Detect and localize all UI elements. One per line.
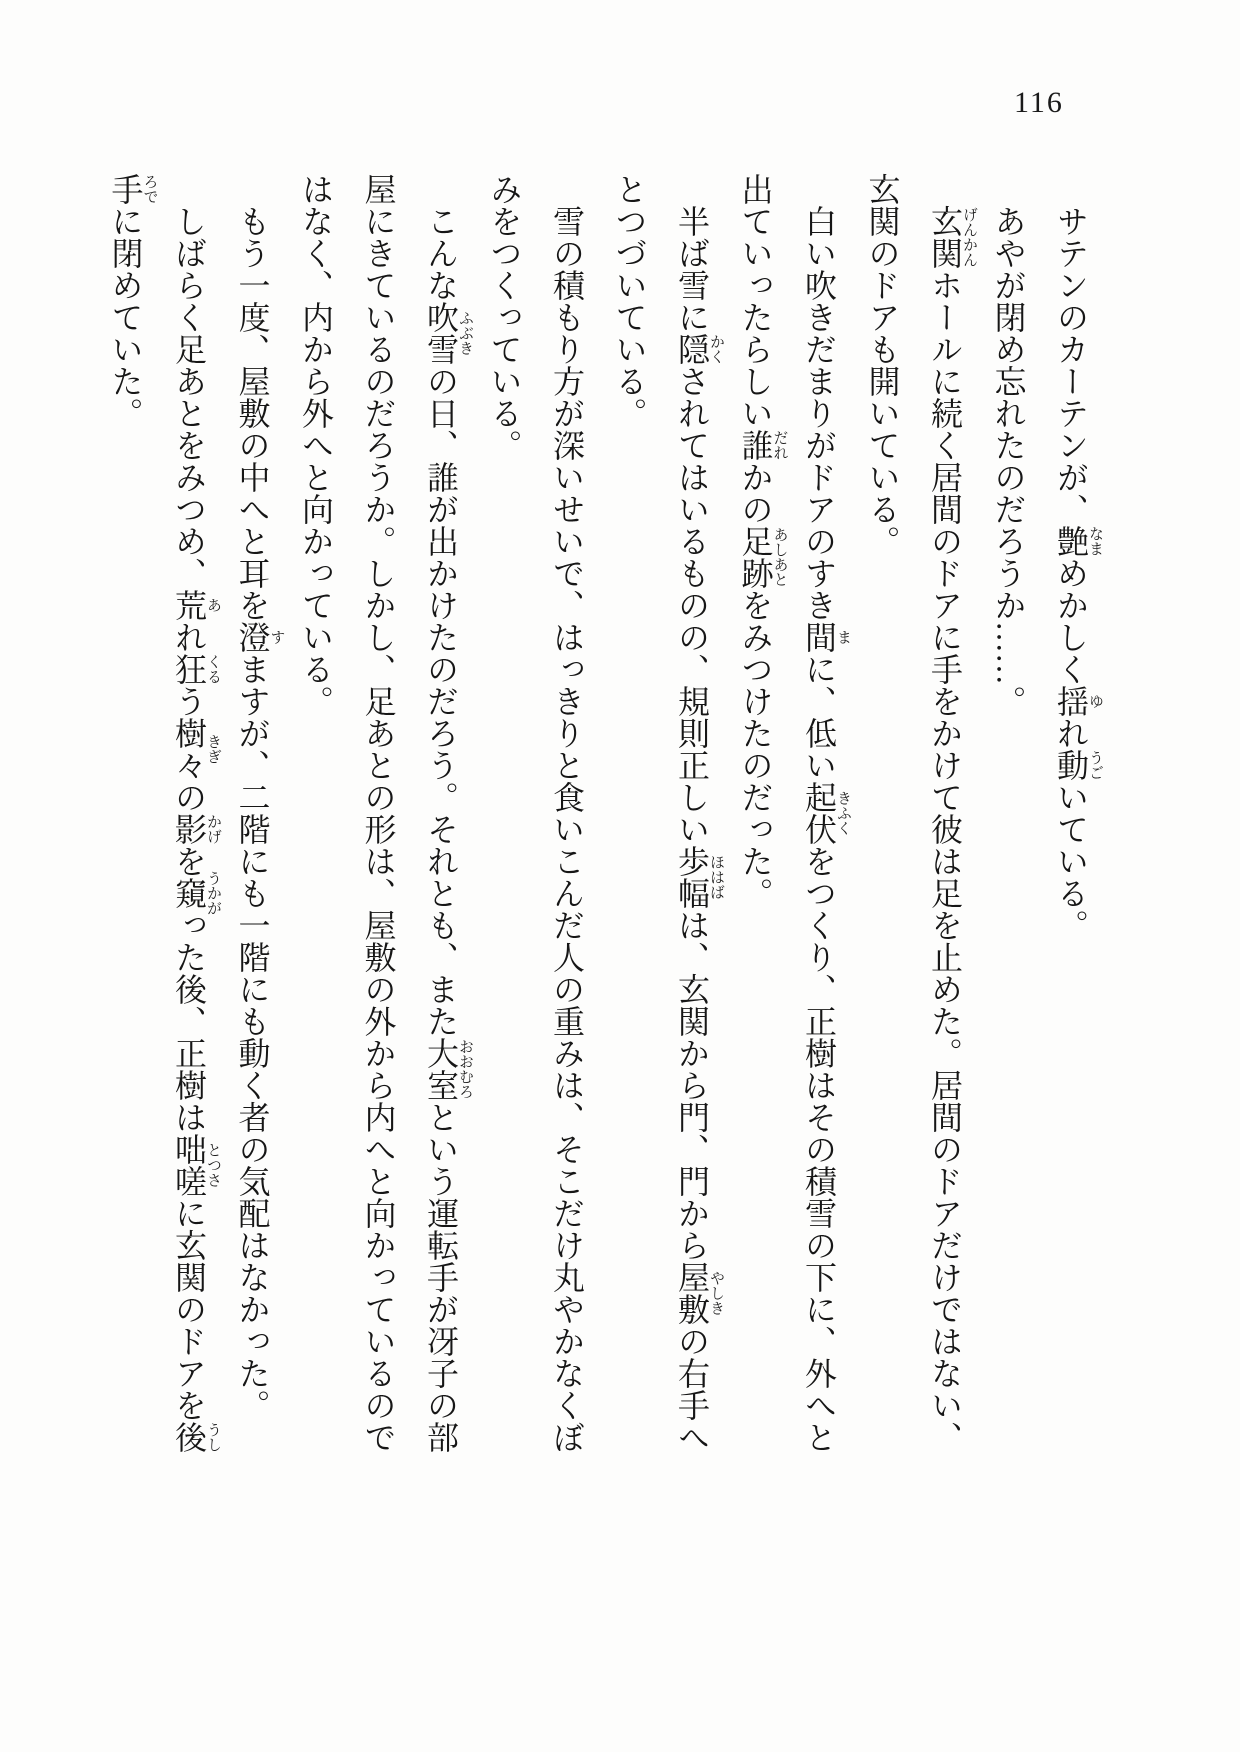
furigana-ruby: 影かげ xyxy=(171,813,221,845)
furigana-ruby: 澄す xyxy=(234,621,285,653)
furigana-ruby: 荒あ xyxy=(171,589,221,621)
furigana-ruby: 動うご xyxy=(1053,749,1103,781)
furigana-ruby: 咄嗟とつさ xyxy=(171,1133,221,1197)
text-line: とつづいている。 xyxy=(611,173,648,429)
text-line: しばらく足あとをみつめ、荒あれ狂くるう樹々きぎの影かげを窺うかがった後、正樹は咄嗟とつさに玄関のドアを後うし xyxy=(171,205,221,1453)
text-line: みをつくっている。 xyxy=(486,173,523,461)
furigana-ruby: 歩幅ほはば xyxy=(674,845,724,909)
page-number: 116 xyxy=(1014,86,1064,119)
text-line: あやが閉め忘れたのだろうか……。 xyxy=(990,205,1027,717)
text-block xyxy=(94,173,1103,1463)
text-line: 手ろでに閉めていた。 xyxy=(107,173,158,429)
furigana-ruby: 誰だれ xyxy=(737,429,788,461)
furigana-ruby: 隠かく xyxy=(674,333,724,365)
furigana-ruby: 屋敷やしき xyxy=(674,1261,724,1325)
furigana-ruby: 揺ゆ xyxy=(1053,685,1103,717)
furigana-ruby: 狂くる xyxy=(171,653,221,685)
furigana-ruby: 樹々きぎ xyxy=(171,717,221,781)
furigana-ruby: 吹雪ふぶき xyxy=(423,301,473,365)
text-line: 玄関げんかんホールに続く居間のドアに手をかけて彼は足を止めた。居間のドアだけではない、 xyxy=(927,205,977,1453)
furigana-ruby: 大室おおむろ xyxy=(423,1037,473,1101)
furigana-ruby: 艶なま xyxy=(1053,525,1103,557)
furigana-ruby: 玄関げんかん xyxy=(927,205,977,269)
furigana-ruby: 起伏きふく xyxy=(801,781,851,845)
text-line: 玄関のドアも開いている。 xyxy=(864,173,901,557)
text-line: もう一度、屋敷の中へと耳を澄すますが、二階にも一階にも動く者の気配はなかった。 xyxy=(234,205,285,1421)
text-line: 出ていったらしい誰だれかの足跡あしあとをみつけたのだった。 xyxy=(737,173,788,909)
text-line: 白い吹きだまりがドアのすき間まに、低い起伏きふくをつくり、正樹はその積雪の下に、外へと xyxy=(801,205,851,1453)
furigana-ruby: 窺うかが xyxy=(171,870,221,916)
furigana-ruby: 手ろで xyxy=(107,173,158,205)
furigana-ruby: 足跡あしあと xyxy=(737,525,788,589)
text-line: 屋にきているのだろうか。しかし、足あとの形は、屋敷の外から内へと向かっているので xyxy=(360,173,397,1453)
text-line: はなく、内から外へと向かっている。 xyxy=(298,173,334,717)
text-line: こんな吹雪ふぶきの日、誰が出かけたのだろう。それとも、また大室おおむろという運転手が冴子の部 xyxy=(423,205,473,1453)
text-line: 雪の積もり方が深いせいで、はっきりと食いこんだ人の重みは、そこだけ丸やかなくぼ xyxy=(549,205,585,1453)
furigana-ruby: 間ま xyxy=(801,621,851,653)
text-line: 半ば雪に隠かくされてはいるものの、規則正しい歩幅ほはばは、玄関から門、門から屋敷やしきの右手へ xyxy=(674,205,724,1453)
furigana-ruby: 後うし xyxy=(171,1421,221,1453)
text-line: サテンのカーテンが、艶なまめかしく揺ゆれ動うごいている。 xyxy=(1053,205,1103,941)
